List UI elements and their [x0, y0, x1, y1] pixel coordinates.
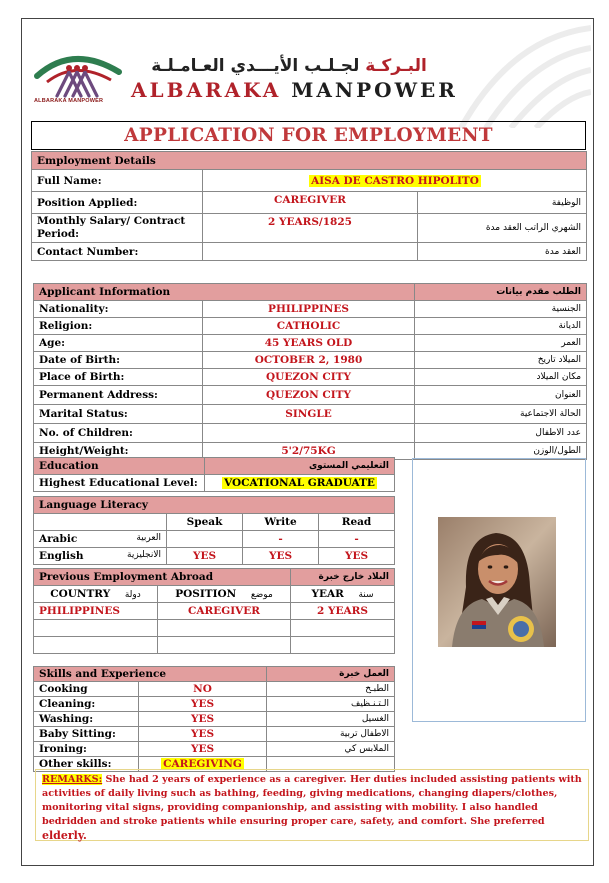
language-literacy-header — [34, 497, 395, 514]
position-applied-value: CAREGIVER — [203, 192, 418, 214]
skill-label-arabic: الاطفال تربية — [267, 727, 395, 742]
table-row — [34, 531, 395, 548]
table-row — [34, 405, 587, 424]
skill-label-arabic: الغسيل — [267, 712, 395, 727]
cleaning-value: YES — [139, 697, 267, 712]
language-name: English الانجليزية — [34, 548, 167, 565]
field-label: Height/Weight: — [34, 443, 203, 460]
field-label: Permanent Address: — [34, 386, 203, 405]
employment-details-table — [31, 151, 587, 261]
skill-label: Ironing: — [34, 742, 139, 757]
table-row — [34, 712, 395, 727]
washing-value: YES — [139, 712, 267, 727]
field-label: Religion: — [34, 318, 203, 335]
table-row — [32, 214, 587, 243]
table-row — [34, 475, 395, 492]
table-row — [34, 742, 395, 757]
remarks-emphasis: elderly. — [42, 829, 87, 842]
field-label-arabic: العنوان — [415, 386, 587, 405]
ironing-value: YES — [139, 742, 267, 757]
company-name-arabic: البـركـة لجـلـب الأيـــدي العـامـلـة — [151, 56, 427, 76]
applicant-information-header — [34, 284, 587, 301]
skill-label: Washing: — [34, 712, 139, 727]
salary-contract-value: 2 YEARS/1825 — [203, 214, 418, 243]
section-heading-arabic: التعليمي المستوى — [205, 458, 395, 475]
table-row — [34, 352, 587, 369]
place-of-birth-value: QUEZON CITY — [203, 369, 415, 386]
field-label-arabic: الديانة — [415, 318, 587, 335]
applicant-information-table — [33, 283, 587, 460]
field-label-arabic: الحالة الاجتماعية — [415, 405, 587, 424]
table-row — [34, 386, 587, 405]
year-value: 2 YEARS — [291, 603, 395, 620]
education-level-value: VOCATIONAL GRADUATE — [224, 477, 375, 489]
column-header-position: POSITION موضع — [158, 586, 291, 603]
permanent-address-value: QUEZON CITY — [203, 386, 415, 405]
section-heading: Previous Employment Abroad — [34, 569, 291, 586]
field-label: No. of Children: — [34, 424, 203, 443]
table-row — [34, 727, 395, 742]
field-label-arabic: الميلاد تاريخ — [415, 352, 587, 369]
table-row — [34, 697, 395, 712]
field-label-arabic: عدد الاطفال — [415, 424, 587, 443]
country-value: PHILIPPINES — [34, 603, 158, 620]
table-row — [34, 620, 395, 637]
english-read-value: YES — [319, 548, 395, 565]
education-header — [34, 458, 395, 475]
skill-label-arabic: الطبـخ — [267, 682, 395, 697]
table-row — [34, 586, 395, 603]
country-value — [34, 620, 158, 637]
table-row — [34, 682, 395, 697]
position-value — [158, 637, 291, 654]
previous-employment-table — [33, 568, 395, 654]
field-label: Nationality: — [34, 301, 203, 318]
field-label: Marital Status: — [34, 405, 203, 424]
section-heading-arabic: الطلب مقدم بيانات — [415, 284, 587, 301]
religion-value: CATHOLIC — [203, 318, 415, 335]
remarks-text: She had 2 years of experience as a caregiver. Her duties included assisting patients with activities of daily living such as bathing, feeding, giving medications, changing diapers/clothes, monitoring vital signs, providing companionship, and assisting with mobility. I also handled bedridden and stroke patients while ensuring proper care, safety, and comfort. She preferred — [42, 774, 582, 827]
table-row — [34, 603, 395, 620]
field-label-arabic: العقد مدة — [418, 243, 587, 261]
position-value — [158, 620, 291, 637]
field-label: Contact Number: — [32, 243, 203, 261]
skill-label-arabic: الـتـنـظيف — [267, 697, 395, 712]
country-value — [34, 637, 158, 654]
arabic-read-value: - — [319, 531, 395, 548]
table-row — [34, 335, 587, 352]
column-header-write: Write — [243, 514, 319, 531]
age-value: 45 YEARS OLD — [203, 335, 415, 352]
education-table — [33, 457, 395, 492]
field-label: Date of Birth: — [34, 352, 203, 369]
language-name: Arabic العربية — [34, 531, 167, 548]
table-row — [34, 369, 587, 386]
table-row — [32, 170, 587, 192]
company-name-english: ALBARAKA MANPOWER — [131, 78, 458, 102]
arabic-write-value: - — [243, 531, 319, 548]
skills-experience-table — [33, 666, 395, 772]
date-of-birth-value: OCTOBER 2, 1980 — [203, 352, 415, 369]
section-heading: Skills and Experience — [34, 667, 267, 682]
table-row — [34, 301, 587, 318]
position-value: CAREGIVER — [158, 603, 291, 620]
field-label-arabic: الجنسية — [415, 301, 587, 318]
skill-label: Other skills: — [34, 757, 139, 772]
field-label-arabic: الطول/الوزن — [415, 443, 587, 460]
field-label: Place of Birth: — [34, 369, 203, 386]
decorative-arches-graphic — [451, 18, 591, 128]
full-name-value: AISA DE CASTRO HIPOLITO — [311, 174, 479, 187]
marital-status-value: SINGLE — [203, 405, 415, 424]
column-header-speak: Speak — [167, 514, 243, 531]
field-label-arabic: الشهري الراتب العقد مدة — [418, 214, 587, 243]
albaraka-logo-icon — [33, 42, 123, 100]
section-heading: Language Literacy — [34, 497, 395, 514]
field-label: Full Name: — [32, 170, 203, 192]
skills-experience-header — [34, 667, 395, 682]
column-header-country: COUNTRY دولة — [34, 586, 158, 603]
page-title: APPLICATION FOR EMPLOYMENT — [31, 121, 586, 150]
applicant-photo — [438, 517, 556, 647]
year-value — [291, 620, 395, 637]
baby-sitting-value: YES — [139, 727, 267, 742]
field-label: Monthly Salary/ Contract Period: — [32, 214, 203, 243]
table-row — [32, 192, 587, 214]
field-label: Highest Educational Level: — [34, 475, 205, 492]
table-row — [32, 243, 587, 261]
contact-number-value — [203, 243, 418, 261]
field-label: Age: — [34, 335, 203, 352]
previous-employment-header — [34, 569, 395, 586]
table-row — [34, 548, 395, 565]
section-heading: Employment Details — [32, 152, 587, 170]
section-heading: Education — [34, 458, 205, 475]
english-write-value: YES — [243, 548, 319, 565]
section-heading: Applicant Information — [34, 284, 415, 301]
language-literacy-table — [33, 496, 395, 565]
cooking-value: NO — [139, 682, 267, 697]
remarks-label: REMARKS: — [42, 774, 103, 785]
english-speak-value: YES — [167, 548, 243, 565]
nationality-value: PHILIPPINES — [203, 301, 415, 318]
field-label-arabic: العمر — [415, 335, 587, 352]
table-row — [34, 637, 395, 654]
other-skills-value: CAREGIVING — [163, 758, 242, 770]
children-value — [203, 424, 415, 443]
logo-caption: ALBARAKA MANPOWER — [34, 98, 104, 104]
employment-details-header — [32, 152, 587, 170]
skill-label: Cooking — [34, 682, 139, 697]
section-heading-arabic: العمل خبرة — [267, 667, 395, 682]
field-label: Position Applied: — [32, 192, 203, 214]
table-row — [34, 514, 395, 531]
table-row — [34, 424, 587, 443]
column-header-year: YEAR سنة — [291, 586, 395, 603]
skill-label: Cleaning: — [34, 697, 139, 712]
year-value — [291, 637, 395, 654]
skill-label-arabic: الملابس كي — [267, 742, 395, 757]
remarks-box — [35, 769, 589, 841]
section-heading-arabic: البلاد خارج خبرة — [291, 569, 395, 586]
field-label-arabic: الوظيفة — [418, 192, 587, 214]
field-label-arabic: مكان الميلاد — [415, 369, 587, 386]
height-weight-value: 5'2/75KG — [203, 443, 415, 460]
arabic-speak-value — [167, 531, 243, 548]
table-row — [34, 318, 587, 335]
column-header-read: Read — [319, 514, 395, 531]
skill-label: Baby Sitting: — [34, 727, 139, 742]
